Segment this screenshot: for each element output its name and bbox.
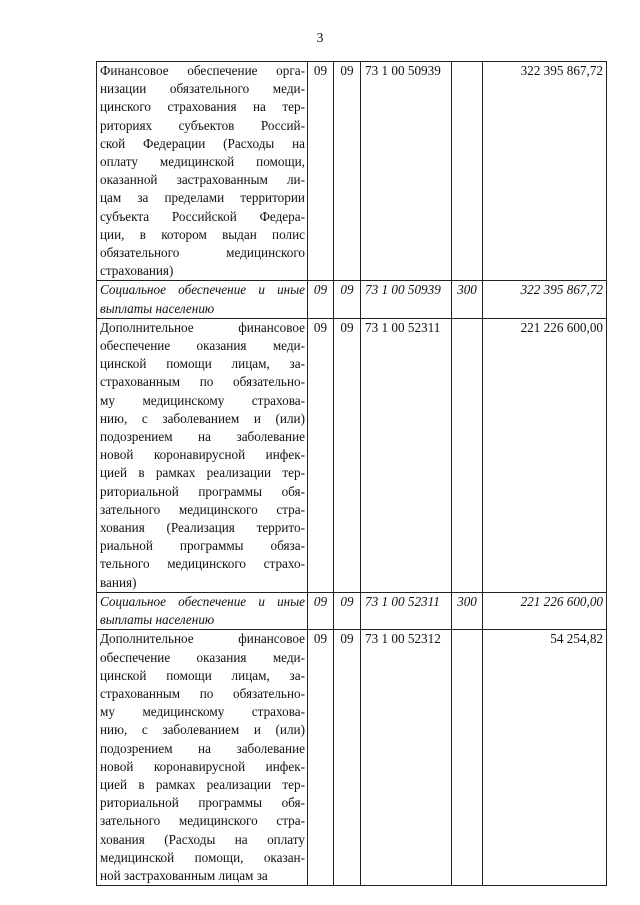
- expense-type-code: [452, 62, 483, 281]
- description-line: тельного медицинского страхо-: [100, 556, 305, 572]
- expense-type-code: [452, 318, 483, 592]
- description-line: нию, с заболеванием и (или): [100, 722, 305, 738]
- description-line: подозрением на заболевание: [100, 740, 305, 756]
- description-line: страхованным по обязательно-: [100, 685, 305, 701]
- amount: 322 395 867,72: [483, 281, 607, 318]
- expense-type-code: [452, 630, 483, 886]
- description-line: обеспечение оказания меди-: [100, 649, 305, 665]
- target-article-code: 73 1 00 52311: [361, 318, 452, 592]
- row-description: [97, 62, 308, 281]
- description-line: вания): [100, 574, 137, 590]
- amount: 221 226 600,00: [483, 592, 607, 629]
- page-number: 3: [316, 31, 324, 46]
- table-row: [97, 281, 607, 318]
- description-line: новой коронавирусной инфек-: [100, 447, 305, 463]
- section-code: 09: [308, 281, 334, 318]
- description-line: подозрением на заболевание: [100, 429, 305, 445]
- description-line: Социальное обеспечение и иные: [100, 282, 305, 298]
- subsection-code: 09: [334, 630, 361, 886]
- description-line: хования (Реализация террито-: [100, 520, 305, 536]
- description-line: хования (Расходы на оплату: [100, 831, 305, 847]
- subsection-code: 09: [334, 318, 361, 592]
- expense-type-code: 300: [452, 281, 483, 318]
- section-code: 09: [308, 318, 334, 592]
- subsection-code: 09: [334, 62, 361, 281]
- description-line: му медицинскому страхова-: [100, 704, 305, 720]
- row-description: [97, 318, 308, 592]
- description-line: зательного медицинского стра-: [100, 501, 305, 517]
- budget-table-body: [97, 62, 607, 886]
- expense-type-code: 300: [452, 592, 483, 629]
- description-line: риториях субъектов Россий-: [100, 117, 305, 133]
- description-line: ной застрахованным лицам за: [100, 867, 268, 883]
- description-line: цинской помощи лицам, за-: [100, 667, 305, 683]
- description-line: низации обязательного меди-: [100, 81, 305, 97]
- description-line: зательного медицинского стра-: [100, 813, 305, 829]
- section-code: 09: [308, 630, 334, 886]
- table-row: [97, 630, 607, 886]
- section-code: 09: [308, 62, 334, 281]
- description-line: страхования): [100, 263, 174, 279]
- description-line: новой коронавирусной инфек-: [100, 758, 305, 774]
- table-row: [97, 318, 607, 592]
- target-article-code: 73 1 00 50939: [361, 62, 452, 281]
- budget-table: [96, 61, 607, 886]
- description-line: ской Федерации (Расходы на: [100, 135, 305, 151]
- description-line: риториальной программы обя-: [100, 795, 305, 811]
- description-line: обеспечение оказания меди-: [100, 338, 305, 354]
- row-description: [97, 281, 308, 318]
- amount: 221 226 600,00: [483, 318, 607, 592]
- section-code: 09: [308, 592, 334, 629]
- description-line: цам за пределами территории: [100, 190, 305, 206]
- description-line: нию, с заболеванием и (или): [100, 410, 305, 426]
- description-line: оказанной застрахованным ли-: [100, 172, 305, 188]
- description-line: Дополнительное финансовое: [100, 319, 305, 335]
- description-line: выплаты населению: [100, 300, 215, 316]
- description-line: обязательного медицинского: [100, 245, 305, 261]
- target-article-code: 73 1 00 52312: [361, 630, 452, 886]
- description-line: медицинской помощи, оказан-: [100, 849, 305, 865]
- description-line: цией в рамках реализации тер-: [100, 776, 305, 792]
- description-line: цией в рамках реализации тер-: [100, 465, 305, 481]
- description-line: страхованным по обязательно-: [100, 374, 305, 390]
- amount: 54 254,82: [483, 630, 607, 886]
- row-description: [97, 630, 308, 886]
- description-line: цинского страхования на тер-: [100, 99, 305, 115]
- subsection-code: 09: [334, 281, 361, 318]
- description-line: оплату медицинской помощи,: [100, 154, 305, 170]
- target-article-code: 73 1 00 52311: [361, 592, 452, 629]
- description-line: Дополнительное финансовое: [100, 631, 305, 647]
- description-line: Финансовое обеспечение орга-: [100, 63, 305, 78]
- description-line: субъекта Российской Федера-: [100, 208, 305, 224]
- row-description: [97, 592, 308, 629]
- table-row: [97, 62, 607, 281]
- description-line: выплаты населению: [100, 612, 215, 628]
- description-line: ции, в котором выдан полис: [100, 226, 305, 242]
- subsection-code: 09: [334, 592, 361, 629]
- amount: 322 395 867,72: [483, 62, 607, 281]
- description-line: цинской помощи лицам, за-: [100, 356, 305, 372]
- table-row: [97, 592, 607, 629]
- description-line: риториальной программы обя-: [100, 483, 305, 499]
- target-article-code: 73 1 00 50939: [361, 281, 452, 318]
- description-line: Социальное обеспечение и иные: [100, 593, 305, 609]
- description-line: риальной программы обяза-: [100, 538, 305, 554]
- description-line: му медицинскому страхова-: [100, 392, 305, 408]
